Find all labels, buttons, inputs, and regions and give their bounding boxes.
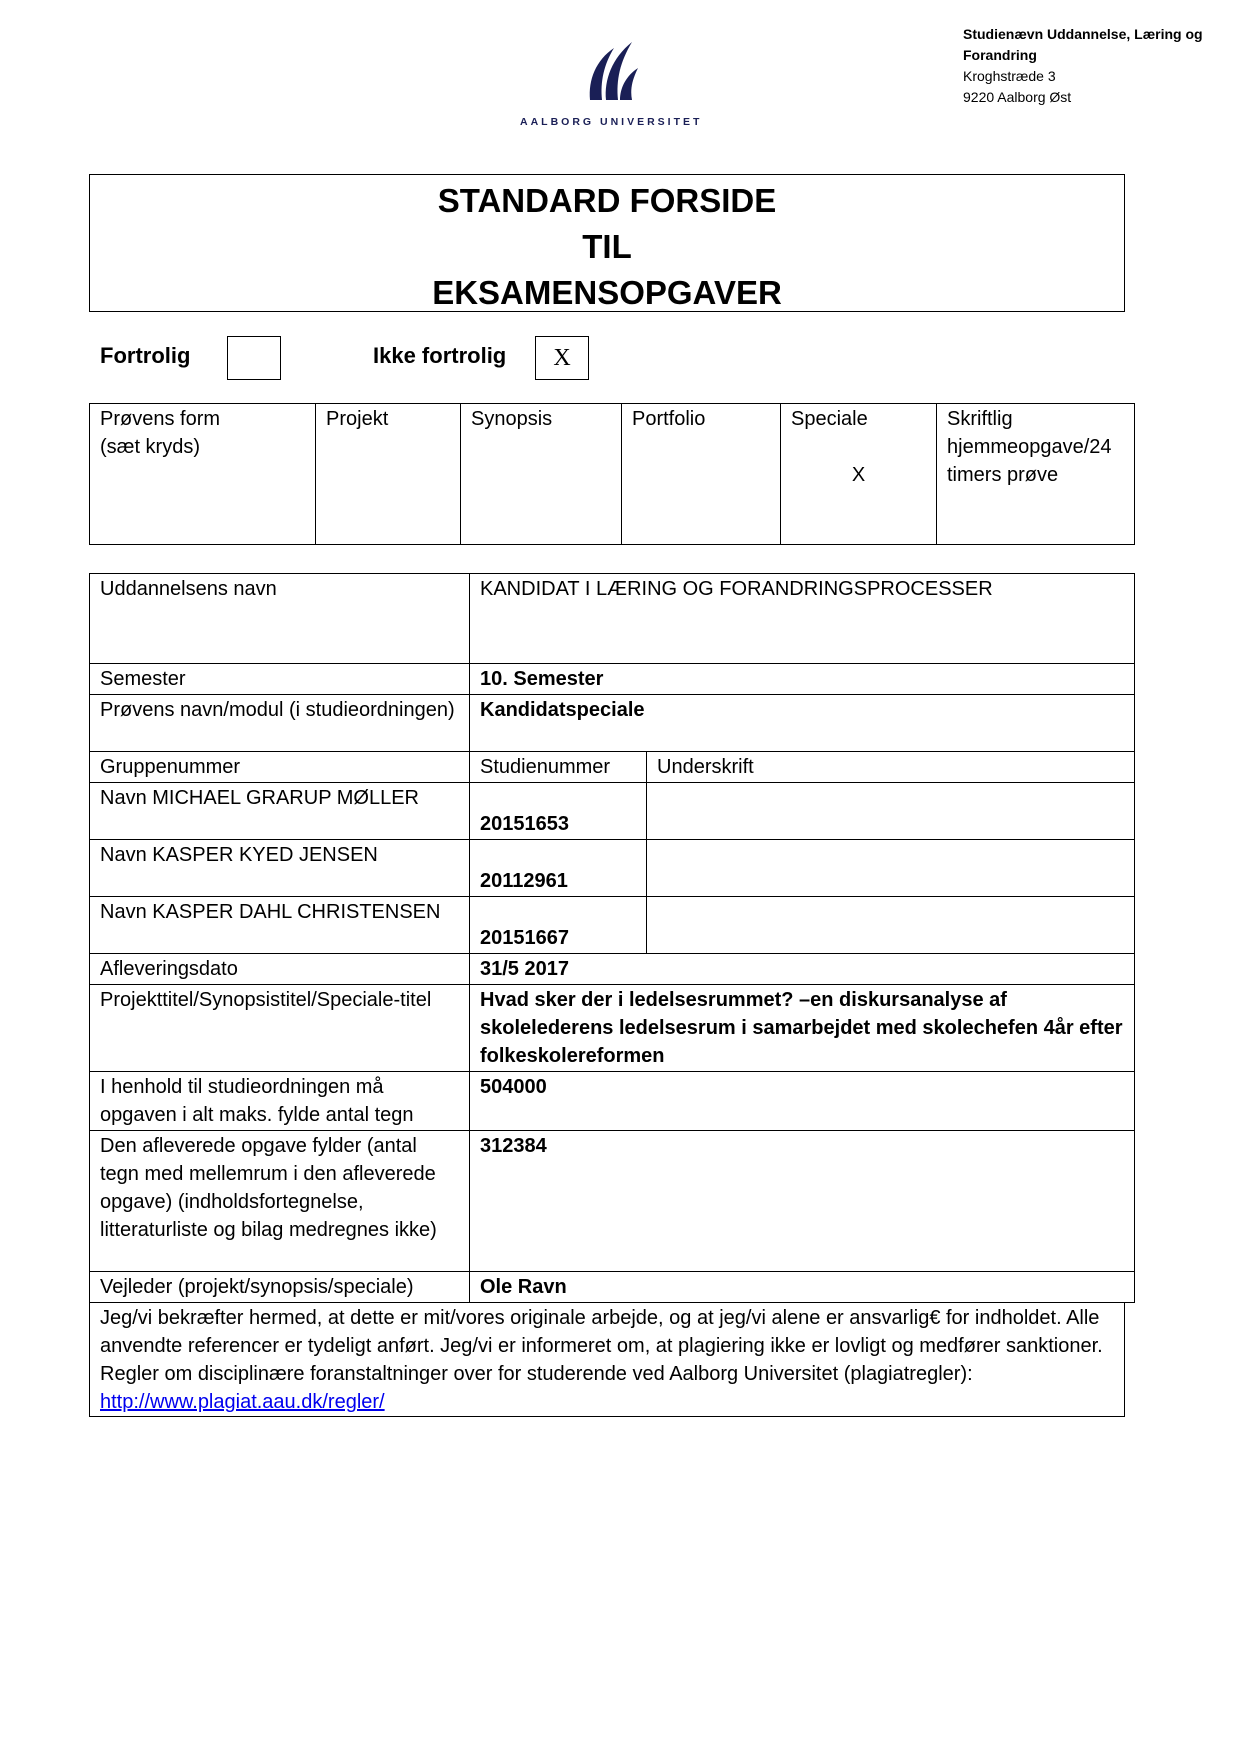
group-label: Gruppenummer [90,752,470,783]
table-row [90,1072,1135,1131]
student-signature[interactable] [647,840,1135,897]
submission-date-value[interactable]: 31/5 2017 [470,954,1135,985]
supervisor-value[interactable]: Ole Ravn [470,1272,1135,1303]
exam-form-table [89,403,1135,545]
table-row [90,404,1135,545]
table-row [90,695,1135,752]
address-line-3: Kroghstræde 3 [963,68,1056,84]
university-logo [520,40,703,128]
semester-label: Semester [90,664,470,695]
exam-form-option-portfolio[interactable] [622,404,781,545]
student-name: Navn MICHAEL GRARUP MØLLER [90,783,470,840]
exam-form-option-projekt[interactable] [316,404,461,545]
supervisor-label: Vejleder (projekt/synopsis/speciale) [90,1272,470,1303]
option-label: timers prøve [947,464,1059,486]
exam-form-option-synopsis[interactable] [461,404,622,545]
table-row [90,954,1135,985]
declaration-text: Jeg/vi bekræfter hermed, at dette er mit/vores originale arbejde, og at jeg/vi alene er ansvarlig€ for indholdet. Alle anvendte referencer er tydeligt anført. Jeg/vi er informeret om, at plagiering ikke er lovligt og medfører sanktioner. Regler om disciplinære foranstaltninger over for studerende ved Aalborg Universitet (plagiatregler): [100,1307,1103,1385]
logo-text: AALBORG UNIVERSITET [520,116,703,128]
semester-value[interactable]: 10. Semester [470,664,1135,695]
title-line-1: STANDARD FORSIDE [437,182,777,219]
exam-form-option-skriftlig[interactable] [937,404,1135,545]
student-number-header: Studienummer [470,752,647,783]
title-line-3: EKSAMENSOPGAVER [432,274,782,311]
table-row [90,985,1135,1072]
option-label: hjemmeopgave/24 [947,436,1112,458]
submission-date-label: Afleveringsdato [90,954,470,985]
table-row [90,664,1135,695]
address-line-2: Forandring [963,47,1037,63]
table-row [90,840,1135,897]
option-mark: X [851,464,866,486]
project-title-label: Projekttitel/Synopsistitel/Speciale-titel [90,985,470,1072]
table-row [90,752,1135,783]
page-title [89,174,1125,312]
actual-chars-value[interactable]: 312384 [470,1131,1135,1272]
max-chars-value[interactable]: 504000 [470,1072,1135,1131]
not-confidential-checkbox[interactable]: X [535,336,589,380]
option-label: Portfolio [632,408,706,430]
table-row [90,1131,1135,1272]
plagiarism-rules-link[interactable]: http://www.plagiat.aau.dk/regler/ [100,1391,385,1413]
exam-details-table [89,573,1135,1303]
max-chars-label: I henhold til studieordningen må opgaven i alt maks. fylde antal tegn [90,1072,470,1131]
address-line-1: Studienævn Uddannelse, Læring og [963,26,1203,42]
confidential-label: Fortrolig [100,343,191,368]
student-signature[interactable] [647,783,1135,840]
committee-address [963,24,1233,108]
table-row [90,783,1135,840]
table-row [90,1272,1135,1303]
exam-form-hint: (sæt kryds) [100,436,200,458]
option-label: Skriftlig [947,408,1013,430]
option-label: Projekt [326,408,389,430]
signature-header: Underskrift [647,752,1135,783]
table-row [90,897,1135,954]
option-label: Speciale [791,408,868,430]
student-number[interactable]: 20151667 [470,897,647,954]
exam-form-label-cell [90,404,316,545]
aau-waves-icon [582,40,638,102]
student-number[interactable]: 20151653 [470,783,647,840]
student-signature[interactable] [647,897,1135,954]
confidential-checkbox[interactable] [227,336,281,380]
option-label: Synopsis [471,408,553,430]
student-name: Navn KASPER DAHL CHRISTENSEN [90,897,470,954]
student-name: Navn KASPER KYED JENSEN [90,840,470,897]
education-value[interactable]: KANDIDAT I LÆRING OG FORANDRINGSPROCESSER [470,574,1135,664]
project-title-value[interactable]: Hvad sker der i ledelsesrummet? –en diskursanalyse af skolelederens ledelsesrum i samarbejdet med skolechefen 4år efter folkeskolereformen [470,985,1135,1072]
title-line-2: TIL [582,228,632,265]
address-line-4: 9220 Aalborg Øst [963,89,1072,105]
actual-chars-label: Den afleverede opgave fylder (antal tegn med mellemrum i den afleverede opgave) (indholdsfortegnelse, litteraturliste og bilag medregnes ikke) [90,1131,470,1272]
table-row [90,574,1135,664]
declaration-box [89,1303,1125,1417]
student-number[interactable]: 20112961 [470,840,647,897]
exam-form-option-speciale[interactable] [781,404,937,545]
exam-form-label: Prøvens form [100,408,221,430]
not-confidential-label: Ikke fortrolig [373,343,507,368]
module-value[interactable]: Kandidatspeciale [470,695,1135,752]
education-label: Uddannelsens navn [90,574,470,664]
module-label: Prøvens navn/modul (i studieordningen) [90,695,470,752]
